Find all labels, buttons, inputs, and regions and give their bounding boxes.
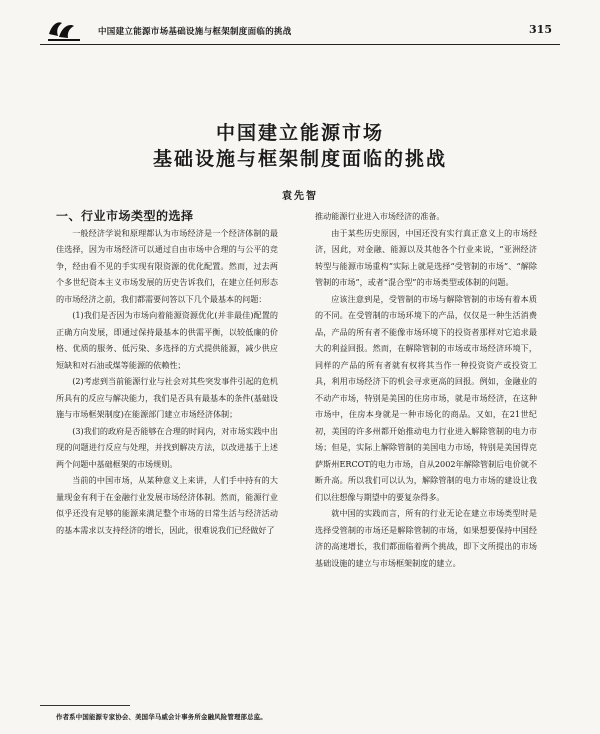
footnote-divider [40,705,130,706]
paragraph: 当前的中国市场，从某种意义上来讲，人们手中持有的大量现金有利于在金融行业发展市场经济体制。然而，能源行业似乎还没有足够的能源来满足整个市场的日常生活与经济活动的基本需求以支持经济的增长，因此，很难说我们已经做好了 [56,475,278,535]
left-column [56,208,278,538]
paragraph: 应该注意到是，受管制的市场与解除管制的市场有着本质的不同。在受管制的市场环境下的产品，仅仅是一种生活消费品，产品的所有者不能像市场环境下的投资者那样对它追求最大的利益回报。然而，在解除管制的市场或市场经济环境下，同样的产品的所有者就有权将其当作一种投资资产或投资工具，利用市场经济下的机会寻求更高的回报。例如，金融业的不动产市场，特别是美国的住房市场，就是市场经济，在这种市场中，住房本身就是一种市场化的商品。又如，在21世纪初，美国的许多州都开始推动电力行业进入解除管制的电力市场；但是，实际上解除管制的美国电力市场，特别是美国得克萨斯州ERCOT的电力市场，自从2002年解除管制后电价就不断升高。所以我们可以认为，解除管制的电力市场的建设让我们以往想像与期望中的要复杂得多。 [315,293,537,502]
section-heading: 一、行业市场类型的选择 [56,209,194,223]
journal-logo-icon [46,18,82,42]
right-column [315,208,537,571]
paragraph-continuation: 推动能源行业进入市场经济的准备。 [315,211,445,221]
article-author: 袁先智 [282,191,318,202]
paragraph: 就中国的实践而言，所有的行业无论在建立市场类型时是选择受管制的市场还是解除管制的市场，如果想要保持中国经济的高速增长，我们都面临着两个挑战，即下文所提出的市场基础设施的建立与市场框架制度的建立。 [315,508,537,568]
article-title-line-1: 中国建立能源市场 [215,122,384,144]
author-footnote: 作者系中国能源专家协会、美国华马威会计事务所金融风险管理部总监。 [56,713,267,721]
paragraph: (3)我们的政府是否能够在合理的时间内，对市场实践中出现的问题进行反应与处理，并找到解决方法，以改进基于上述两个问题中基础框架的市场规则。 [56,425,278,469]
page-number: 315 [529,23,552,36]
paragraph: 由于某些历史原因，中国还没有实行真正意义上的市场经济，因此，对金融、能源以及其他各个行业来说，“亚洲经济转型与能源市场重构”实际上就是选择“受管制的市场”、“解除管制的市场”，或者“混合型”的市场类型或体制的问题。 [315,227,537,287]
paragraph: 一般经济学说和原理都认为市场经济是一个经济体制的最佳选择，因为市场经济可以通过自由市场中合理的与公平的竞争，经由看不见的手实现有限资源的优化配置。然而，过去两个多世纪资本主义市场发展的历史告诉我们，在建立任何形态的市场经济之前，我们都需要问答以下几个最基本的问题： [56,227,278,304]
paragraph: (2)考虑到当前能源行业与社会对其些突发事件引起的危机所具有的反应与解决能力，我们是否具有最基本的条件(基础设施与市场框架制度)在能源部门建立市场经济体制； [56,376,278,419]
paragraph: (1)我们是否因为市场向着能源资源优化(并非最佳)配置的正确方向发展，即通过保持最基本的供需平衡，以较低廉的价格、优质的服务、低污染、多选择的方式提供能源，减少供应短缺和对石油或煤等能源的依赖性； [56,310,278,370]
running-title: 中国建立能源市场基础设施与框架制度面临的挑战 [98,27,292,37]
article-title-line-2: 基础设施与框架制度面临的挑战 [152,148,447,170]
running-header [40,18,560,45]
